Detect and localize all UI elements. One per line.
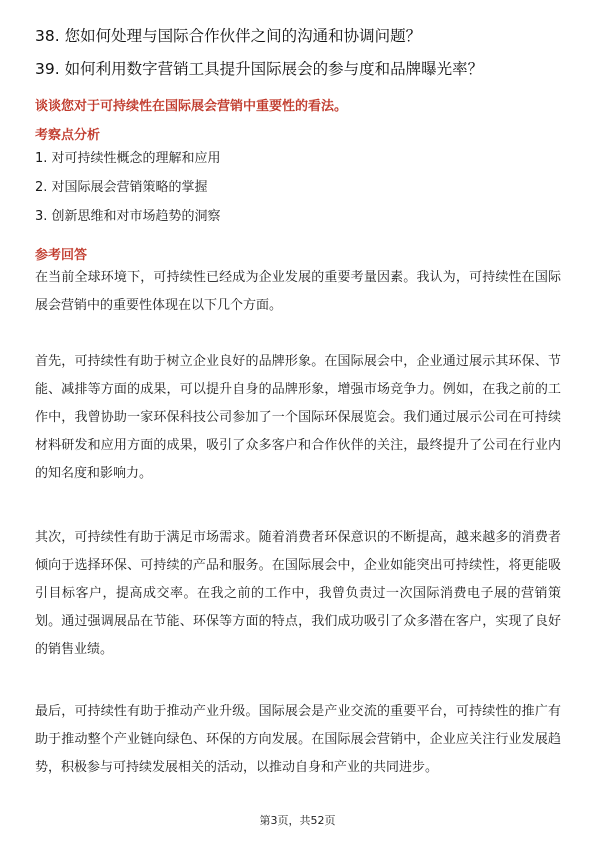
analysis-list (35, 148, 221, 235)
list-item: 2. 对国际展会营销策略的掌握 (35, 180, 208, 195)
topic-heading: 谈谈您对于可持续性在国际展会营销中重要性的看法。 (35, 99, 348, 114)
question-38: 38. 您如何处理与国际合作伙伴之间的沟通和协调问题？ (35, 27, 422, 45)
analysis-heading: 考察点分析 (35, 128, 101, 143)
question-39: 39. 如何利用数字营销工具提升国际展会的参与度和品牌曝光率？ (35, 60, 484, 78)
answer-paragraph-last: 最后，可持续性有助于推动产业升级。国际展会是产业交流的重要平台，可持续性的推广有助于推动整个产业链向绿色、环保的方向发展。在国际展会营销中，企业应关注行业发展趋势，积极参与可持续发展相关的活动，以推动自身和产业的共同进步。 (35, 704, 561, 775)
list-item: 1. 对可持续性概念的理解和应用 (35, 151, 221, 166)
answer-paragraph-second: 其次，可持续性有助于满足市场需求。随着消费者环保意识的不断提高，越来越多的消费者倾向于选择环保、可持续的产品和服务。在国际展会中，企业如能突出可持续性，将更能吸引目标客户，提高成交率。在我之前的工作中，我曾负责过一次国际消费电子展的营销策划。通过强调展品在节能、环保等方面的特点，我们成功吸引了众多潜在客户，实现了良好的销售业绩。 (35, 530, 561, 657)
answer-paragraph-first: 首先，可持续性有助于树立企业良好的品牌形象。在国际展会中，企业通过展示其环保、节能、减排等方面的成果，可以提升自身的品牌形象，增强市场竞争力。例如，在我之前的工作中，我曾协助一家环保科技公司参加了一个国际环保展览会。我们通过展示公司在可持续材料研发和应用方面的成果，吸引了众多客户和合作伙伴的关注，最终提升了公司在行业内的知名度和影响力。 (35, 354, 561, 481)
answer-paragraph-intro: 在当前全球环境下，可持续性已经成为企业发展的重要考量因素。我认为，可持续性在国际展会营销中的重要性体现在以下几个方面。 (35, 270, 561, 313)
answer-heading: 参考回答 (35, 248, 88, 263)
page-footer: 第3页，共52页 (259, 814, 336, 827)
list-item: 3. 创新思维和对市场趋势的洞察 (35, 209, 221, 224)
